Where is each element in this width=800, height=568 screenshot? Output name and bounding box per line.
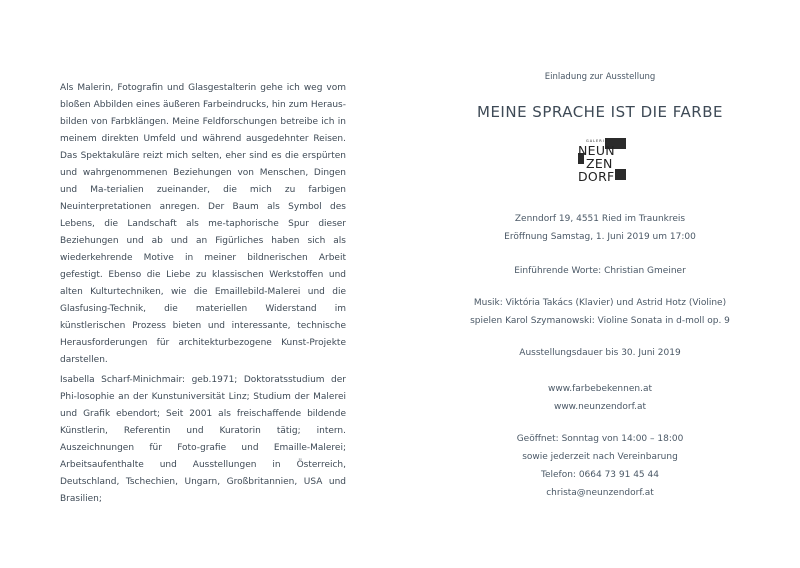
logo-small-text: GALERIE [586,139,608,143]
speaker-text: Einführende Worte: Christian Gmeiner [514,266,686,276]
web-link-1[interactable]: www.farbebekennen.at [548,384,652,394]
web-link-2[interactable]: www.neunzendorf.at [553,402,647,412]
duration-text: Ausstellungsdauer bis 30. Juni 2019 [519,348,681,358]
logo-line-3: DORF [578,169,615,184]
phone-number: Telefon: 0664 73 91 45 44 [541,470,659,480]
opening-hours [400,430,800,502]
duration-info [400,344,800,362]
logo-line-1: NEUN [578,143,615,158]
artist-statement-text: Als Malerin, Fotografin und Glasgestalterin gehe ich weg vom bloßen Abbilden eines äußeren Farbeindrucks, hin zum Heraus-bilden von Farbklängen. Meine Feldforschungen betreibe ich in meinem direkten Umfeld und während ausgedehnter Reisen. Das Spektakuläre reizt mich selten, eher sind es die erspürten und wahrgenommenen Beziehungen von Menschen, Dingen und Ma-terialien zueinander, die mich zu farbigen Neuinterpretationen anregen. Der Baum als Symbol des Lebens, die Landschaft als me-taphorische Spur dieser Beziehungen und ab und an Figürliches haben sich als wiederkehrende Motive in meiner bildnerischen Arbeit gefestigt. Ebenso die Liebe zu klassischen Werkstoffen und alten Kulturtechniken, wie die Emaillebild-Malerei und die Glasfusing-Technik, die materiellen Widerstand im künstlerischen Prozess bieten und interessante, technische Herausforderungen für architekturbezogene Kunst-Projekte darstellen. [60,83,346,365]
music-line-2: spielen Karol Szymanowski: Violine Sonata in d-moll op. 9 [470,316,730,326]
logo-box-bottom [615,169,626,180]
artist-cv [60,372,346,508]
artist-statement [60,80,346,369]
opening-hours-line-1: Geöffnet: Sonntag von 14:00 – 18:00 [516,434,684,444]
galerie-logo [578,138,626,186]
web-links [400,380,800,416]
opening-date: Eröffnung Samstag, 1. Juni 2019 um 17:00 [504,232,696,242]
email-address[interactable]: christa@neunzendorf.at [546,488,654,498]
exhibition-title: MEINE SPRACHE IST DIE FARBE [477,103,723,121]
logo-line-2: ZEN [586,156,613,171]
speaker-info [400,262,800,280]
opening-hours-line-2: sowie jederzeit nach Vereinbarung [522,452,678,462]
music-info [400,294,800,330]
right-page [400,0,800,568]
invitation-label: Einladung zur Ausstellung [544,72,656,82]
venue-address: Zenndorf 19, 4551 Ried im Traunkreis [514,214,686,224]
artist-cv-text: Isabella Scharf-Minichmair: geb.1971; Doktoratsstudium der Phi-losophie an der Kunstuniversität Linz; Studium der Malerei und Grafik ebendort; Seit 2001 als freischaffende bildende Künstlerin, Referentin und Kuratorin tätig; intern. Auszeichnungen für Foto-grafie und Emaille-Malerei; Arbeitsaufenthalte und Ausstellungen in Österreich, Deutschland, Tschechien, Ungarn, Großbritannien, USA und Brasilien; [60,375,346,504]
music-line-1: Musik: Viktória Takács (Klavier) und Astrid Hotz (Violine) [473,298,727,308]
venue-info [400,210,800,246]
